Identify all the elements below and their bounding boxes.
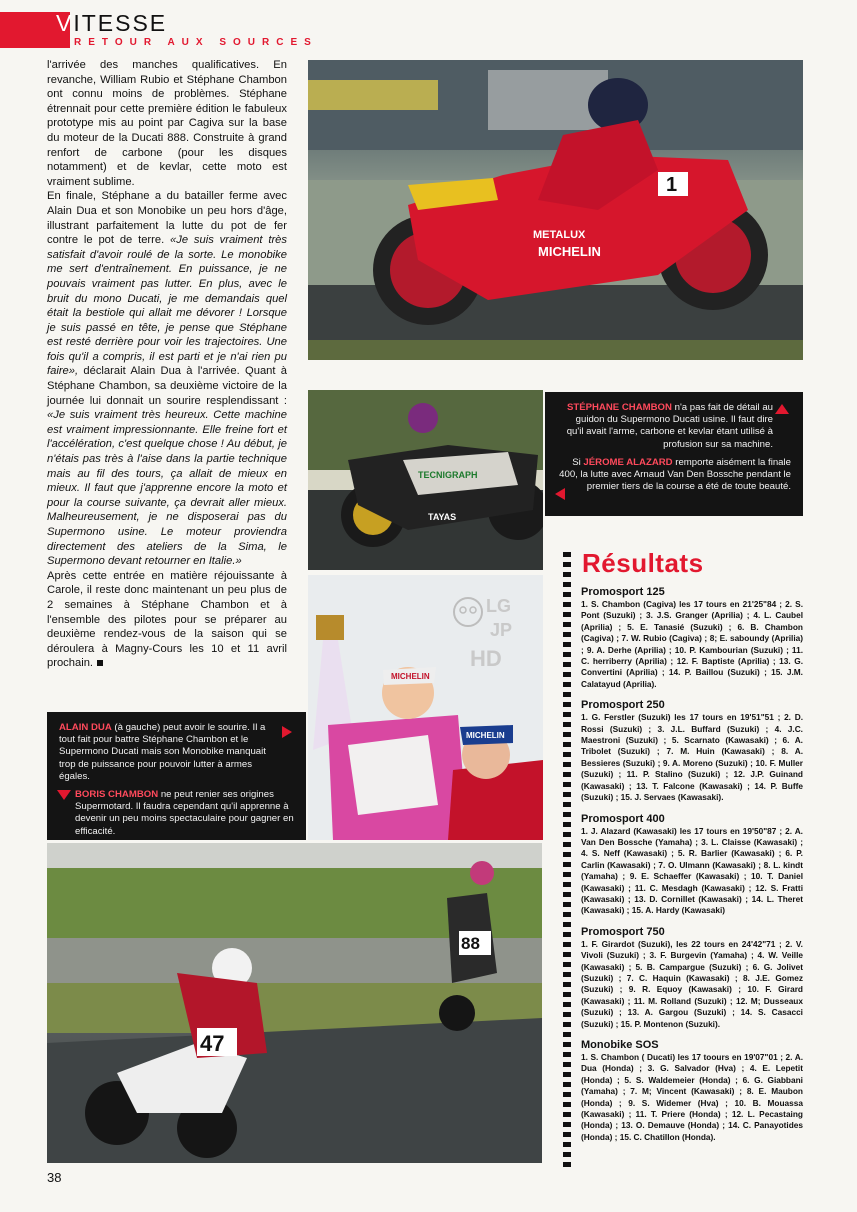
article-paragraph xyxy=(47,189,287,568)
quote-stephane-chambon: «Je suis vraiment très heureux. Cette machine est vraiment impressionnante. Elle freine fort et l'accélération, c'est quelque chose ! Au début, je n'étais pas très à l'aise dans la partie technique mais au fil des tours, ça allait de mieux en mieux. Il faut que j'apprenne encore la moto et pour la course suivante, ça devrait aller mieux. Malheureusement, je ne disposerai pas du Supermono usine. Le moteur proviendra directement des ateliers de la Sima, le Supermono devant retourner en Italie.» xyxy=(47,409,287,568)
race-number-47: 47 xyxy=(200,1031,225,1056)
caption-arrow-left-icon xyxy=(555,488,565,500)
results-section-text: 1. S. Chambon ( Ducati) les 17 toours en 19'07"01 ; 2. A. Dua (Honda) ; 3. G. Salvador (Hva) ; 4. E. Lepetit (Honda) ; 5. S. Waldemeier (Honda) ; 6. G. Giabbani (Yamaha) ; 7. M; Vincent (Kawasaki) ; 8. E. Maubon (Honda) ; 9. S. Widemer (Hva) ; 10. B. Mouassa (Kawasaki) ; 11. T. Priere (Honda) ; 12. L. Pecastaing (Honda) ; 13. O. Demauve (Honda) ; 14. C. Panayotides (Honda) ; 15. C. Chatillon (Honda). xyxy=(581,1052,803,1142)
caption-name-boris-chambon: BORIS CHAMBON xyxy=(75,789,159,801)
results-section-title: Promosport 400 xyxy=(581,812,665,825)
plate-tayas: TAYAS xyxy=(428,512,457,522)
plate-tecnigraph: TECNIGRAPH xyxy=(418,470,478,480)
results-section-promosport-125 xyxy=(581,585,803,690)
race-number-top: 1 xyxy=(666,174,678,196)
caption-left-second xyxy=(59,789,294,838)
article-text: déclarait Alain Dua à l'arrivée. Quant à Stéphane Chambon, sa deuxième victoire de la journée lui donnait un sourire resplendissant : xyxy=(47,365,287,407)
results-section-promosport-400 xyxy=(581,812,803,917)
caption-text: n'a pas fait de détail au guidon du Supermono Ducati usine. Il faut dire qu'il avait l'arme, carbone et kevlar étant utilisé à profusion sur sa machine. xyxy=(566,402,773,450)
caption-text: ne peut renier ses origines Supermotard. Il faudra cependant qu'il apprenne à devenir un peu moins spectaculaire pour gagner en efficacité. xyxy=(75,789,294,837)
race-number-88: 88 xyxy=(461,934,480,953)
caption-name-jerome-alazard: JÉROME ALAZARD xyxy=(583,456,673,468)
results-section-title: Promosport 750 xyxy=(581,925,665,938)
plate-metalux: METALUX xyxy=(533,229,586,241)
results-section-text: 1. G. Ferstler (Suzuki) les 17 tours en 19'51"51 ; 2. D. Rossi (Suzuki) ; 3. J.L. Buffard (Suzuki) ; 4. J.C. Maestroni (Suzuki) ; 5. Scarnato (Kawasaki) ; 6. A. Tribolet (Suzuki) ; 7. M. Huin (Kawasaki) ; 8. A. Bessieres (Suzuki) ; 9. A. Moreno (Suzuki) ; 10. F. Muller (Suzuki) ; 11. P. Stalino (Suzuki) ; 12. J.P. Guinand (Kawasaki) ; 13. T. Falcone (Kawasaki) ; 14. P. Buffe (Suzuki) ; 15. J. Servaes (Kawasaki). xyxy=(581,712,803,803)
photo-red-ducati-supermono xyxy=(308,60,803,360)
page-number: 38 xyxy=(47,1170,62,1185)
caption-right-first xyxy=(557,402,791,451)
results-section-monobike-sos xyxy=(581,1038,803,1143)
quote-alain-dua: «Je suis vraiment très satisfait d'avoir roulé de la sorte. Le monobike me sert d'entraînement. En puissance, je ne pouvais vraiment pas lutter. En plus, avec le bruit du mono Ducati, je me demandais quel était la bestiole qui allait me dévorer ! Lorsque je suis passé en tête, je pense que Stéphane est resté derrière pour voir les trajectoires. Une fois qu'il a compris, il est parti et je n'ai rien pu faire», xyxy=(47,234,288,378)
watermark-lg: LG xyxy=(486,596,511,616)
photo-kawasaki-illustration xyxy=(308,390,543,570)
watermark-logo xyxy=(448,590,528,676)
section-subtitle: RETOUR AUX SOURCES xyxy=(74,37,318,48)
caption-name-stephane-chambon: STÉPHANE CHAMBON xyxy=(566,402,672,413)
caption-left xyxy=(47,712,306,840)
caption-arrow-right-icon xyxy=(282,726,292,738)
caption-left-first xyxy=(59,722,294,783)
results-section-text: 1. F. Girardot (Suzuki), les 22 tours en 24'42"71 ; 2. V. Vivoli (Suzuki) ; 3. F. Burgevin (Yamaha) ; 4. W. Veille (Kawasaki) ; 5. B. Campargue (Suzuki) ; 6. G. Jolivet (Suzuki) ; 7. C. Haquin (Kawasaki) ; 8. J.E. Gomez (Suzuki) ; 9. R. Equoy (Kawasaki) ; 10. F. Girard (Kawasaki) ; 11. M. Rolland (Suzuki) ; 12. M; Dusseaux (Suzuki) ; 13. A. Gargou (Suzuki) ; 14. S. Casacci (Suzuki) ; 15. P. Montenon (Suzuki). xyxy=(581,938,803,1029)
photo-supermotard-illustration xyxy=(47,843,542,1163)
caption-text: remporte aisément la finale 400, la lutte avec Arnaud Van Den Bossche pendant le premier tiers de la course a été de toute beauté. xyxy=(559,456,791,493)
photo-kawasaki-alazard xyxy=(308,390,543,570)
caption-name-alain-dua: ALAIN DUA xyxy=(59,722,112,733)
article-text: En finale, Stéphane a du batailler ferme avec Alain Dua et son Monobike un peu hors d'âge, illustrant parfaitement la lutte du pot de fer contre le pot de terre. xyxy=(47,190,287,247)
section-title xyxy=(56,10,167,37)
section-title-initial: V xyxy=(56,10,74,36)
article-paragraph xyxy=(47,569,287,671)
results-title: Résultats xyxy=(582,548,704,578)
watermark-hd: HD xyxy=(470,646,502,670)
results-section-title: Promosport 250 xyxy=(581,699,665,712)
caption-arrow-down-icon xyxy=(57,790,71,800)
results-section-promosport-250 xyxy=(581,698,803,803)
photo-red-ducati-illustration xyxy=(308,60,803,360)
end-of-article-mark xyxy=(97,660,103,666)
caption-right-second xyxy=(557,457,791,494)
caption-arrow-up-icon xyxy=(775,404,789,414)
caption-text: Si xyxy=(572,456,584,468)
article-text: Après cette entrée en matière réjouissante à Carole, il reste donc maintenant un peu plus de 2 semaines à Stéphane Chambon et à l'ensemble des pilotes pour se préparer au deuxième rendez-vous de la saison qui se déroulera à Magny-Cours les 10 et 11 avril prochain. xyxy=(47,569,287,670)
article-body xyxy=(47,58,287,671)
cap-michelin-right: MICHELIN xyxy=(466,731,505,740)
results-section-title: Monobike SOS xyxy=(581,1039,659,1051)
article-paragraph: l'arrivée des manches qualificatives. En revanche, William Rubio et Stéphane Chambon ont connu moins de problèmes. Stéphane étrennait pour cette première édition le fabuleux prototype mis au point par Cagiva sur la base du moteur de la Ducati 888. Construite à grand renfort de carbone (pour les disques notamment) et de kevlar, cette moto est vraiment sublime. xyxy=(47,59,287,188)
photo-supermotard xyxy=(47,843,542,1163)
results-checkered-border xyxy=(563,552,571,1172)
cap-michelin-left: MICHELIN xyxy=(391,672,430,681)
plate-michelin: MICHELIN xyxy=(538,244,601,259)
watermark-face-icon xyxy=(448,590,528,670)
results-section-promosport-750 xyxy=(581,925,803,1030)
caption-text: (à gauche) peut avoir le sourire. Il a tout fait pour battre Stéphane Chambon et le Supermono Ducati mais son Monobike manquait trop de puissance pour pouvoir lutter à armes égales. xyxy=(59,722,266,782)
results-list xyxy=(581,585,803,1151)
results-section-text: 1. S. Chambon (Cagiva) les 17 tours en 21'25"84 ; 2. S. Pont (Suzuki) ; 3. J.S. Granger (Aprilia) ; 4. L. Caubel (Aprilia) ; 5. E. Tanasié (Suzuki) ; 6. B. Chambon (Cagiva) ; 7. W. Rubio (Cagiva) ; 8; E. saboundy (Aprilia) ; 9. A. Derhe (Aprilia) ; 10. P. Kambourian (Suzuki) ; 11. C. herriberry (Aprilia) ; 12. F. Baptiste (Aprilia) ; 13. G. Convertini (Aprilia) ; 14. P. Baillou (Suzuki) ; 15. J.M. Calatayud (Aprilia). xyxy=(581,599,803,689)
section-title-rest: ITESSE xyxy=(73,10,168,36)
watermark-jp: JP xyxy=(490,620,513,640)
caption-right xyxy=(545,392,803,516)
results-section-title: Promosport 125 xyxy=(581,586,665,598)
results-section-text: 1. J. Alazard (Kawasaki) les 17 tours en 19'50"87 ; 2. A. Van Den Bossche (Yamaha) ; 3. L. Claisse (Kawasaki) ; 4. S. Neff (Kawasaki) ; 5. R. Barlier (Kawasaki) ; 6. P. Carlin (Kawasaki) ; 7. O. Ulmann (Kawasaki) ; 8. L. kindt (Yamaha) ; 9. E. Schaeffer (Kawasaki) ; 10. T. Daniel (Kawasaki) ; 11. C. Mesdagh (Kawasaki) ; 12. S. Fratti (Kawasaki) ; 13. D. Cornillet (Kawasaki) ; 14. L. Theret (Kawasaki) ; 15. A. Hardy (Kawasaki) xyxy=(581,825,803,916)
